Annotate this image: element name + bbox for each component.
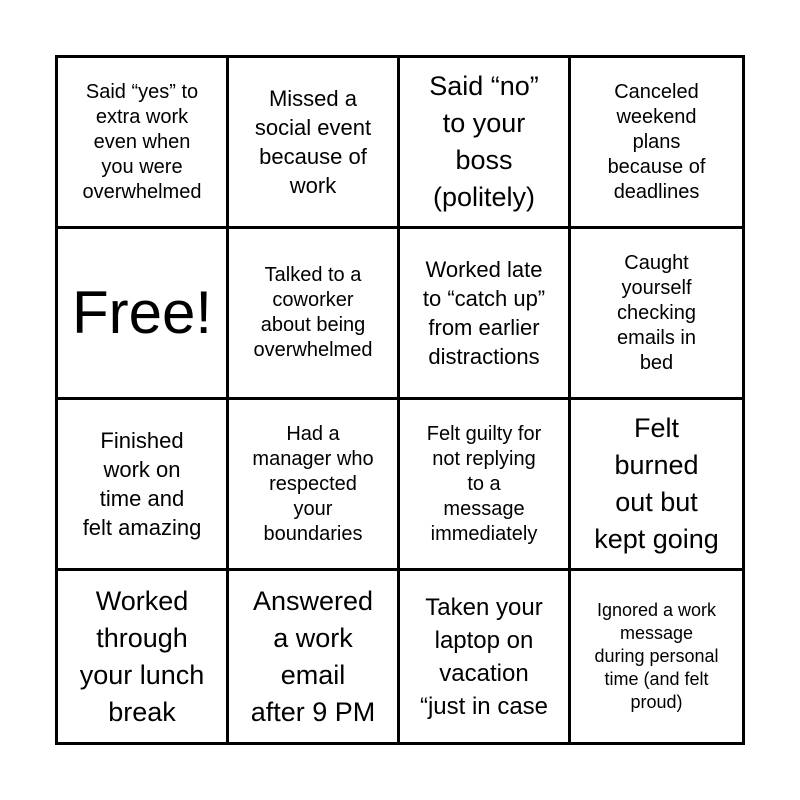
bingo-cell[interactable] <box>229 58 400 229</box>
bingo-cell[interactable] <box>400 571 571 742</box>
bingo-free-cell[interactable] <box>58 229 229 400</box>
bingo-cell[interactable] <box>400 58 571 229</box>
bingo-cell-text: Talked to a coworker about being overwhelmed <box>253 264 373 361</box>
bingo-cell[interactable] <box>571 571 742 742</box>
bingo-cell[interactable] <box>229 400 400 571</box>
free-space-label: Free! <box>71 279 213 346</box>
bingo-cell-text: Felt guilty for not replying to a message immediately <box>426 422 542 545</box>
bingo-cell-text: Caught yourself checking emails in bed <box>617 251 696 374</box>
bingo-cell-text: Finished work on time and felt amazing <box>82 428 202 540</box>
bingo-cell[interactable] <box>58 571 229 742</box>
bingo-cell-text: Answered a work email after 9 PM <box>250 585 376 727</box>
bingo-cell-text: Worked through your lunch break <box>79 585 205 727</box>
bingo-cell[interactable] <box>571 229 742 400</box>
bingo-cell[interactable] <box>229 571 400 742</box>
bingo-cell-text: Felt burned out but kept going <box>594 413 719 554</box>
bingo-cell[interactable] <box>58 400 229 571</box>
bingo-cell-text: Said “yes” to extra work even when you were overwhelmed <box>82 80 202 203</box>
bingo-cell[interactable] <box>58 58 229 229</box>
bingo-cell-text: Said “no” to your boss (politely) <box>429 71 539 212</box>
bingo-board <box>55 55 745 745</box>
bingo-cell-text: Taken your laptop on vacation “just in case <box>419 593 549 720</box>
bingo-cell[interactable] <box>400 229 571 400</box>
bingo-cell-text: Had a manager who respected your boundaries <box>252 422 374 545</box>
bingo-cell[interactable] <box>571 58 742 229</box>
bingo-cell-text: Ignored a work message during personal time (and felt proud) <box>594 600 719 712</box>
bingo-cell-text: Missed a social event because of work <box>254 86 372 198</box>
bingo-cell-text: Canceled weekend plans because of deadlines <box>607 80 706 203</box>
bingo-cell[interactable] <box>400 400 571 571</box>
bingo-cell[interactable] <box>571 400 742 571</box>
bingo-cell-text: Worked late to “catch up” from earlier distractions <box>422 257 546 369</box>
bingo-cell[interactable] <box>229 229 400 400</box>
